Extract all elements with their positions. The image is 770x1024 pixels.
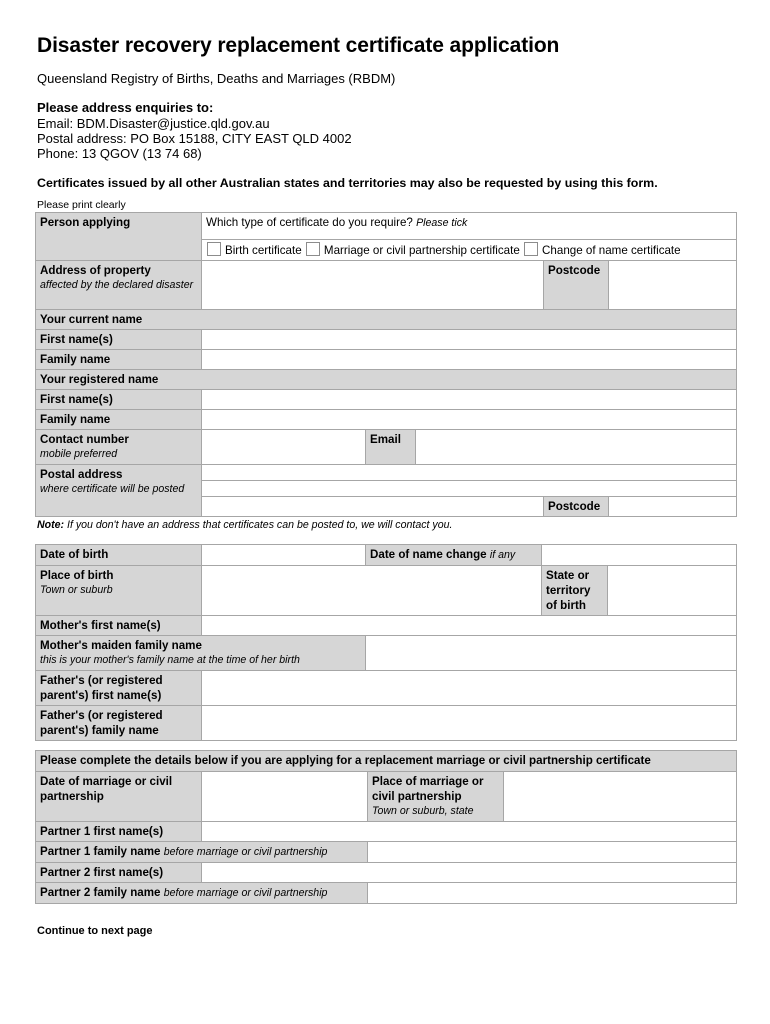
person-applying-label: Person applying	[36, 213, 202, 261]
p2-family-field[interactable]	[368, 883, 737, 904]
mother-first-label: Mother's first name(s)	[36, 616, 202, 636]
father-family-field[interactable]	[202, 706, 737, 741]
postal-address-line-1[interactable]	[202, 465, 737, 481]
mother-maiden-field[interactable]	[366, 636, 737, 671]
enquiries-postal: Postal address: PO Box 15188, CITY EAST QLD 4002	[37, 131, 352, 146]
registered-first-name-field[interactable]	[202, 390, 737, 410]
mother-maiden-label: Mother's maiden family name this is your mother's family name at the time of her birth	[36, 636, 366, 671]
postal-note	[37, 519, 452, 531]
note-text: If you don't have an address that certificates can be posted to, we will contact you.	[67, 519, 453, 531]
place-of-birth-label: Place of birth Town or suburb	[36, 566, 202, 616]
cert-question-text: Which type of certificate do you require?	[206, 216, 413, 229]
change-name-cert-label: Change of name certificate	[542, 244, 681, 257]
father-family-label: Father's (or registered parent's) family name	[36, 706, 202, 741]
dob-label: Date of birth	[36, 545, 202, 566]
enquiries-phone: Phone: 13 QGOV (13 74 68)	[37, 146, 202, 161]
place-of-birth-hint: Town or suburb	[40, 584, 113, 596]
page-title: Disaster recovery replacement certificate application	[37, 34, 560, 57]
place-marriage-field[interactable]	[504, 772, 737, 822]
birth-details-section	[35, 544, 737, 741]
address-property-field[interactable]	[202, 261, 544, 310]
postal-address-line-2[interactable]	[202, 481, 737, 497]
mother-first-field[interactable]	[202, 616, 737, 636]
email-label: Email	[366, 430, 416, 465]
p2-family-hint: before marriage or civil partnership	[163, 887, 328, 899]
marriage-cert-checkbox[interactable]	[306, 242, 320, 256]
current-first-name-field[interactable]	[202, 330, 737, 350]
p2-family-label: Partner 2 family name before marriage or civil partnership	[36, 883, 368, 904]
enquiries-heading: Please address enquiries to:	[37, 100, 214, 115]
marriage-section	[35, 750, 737, 904]
property-postcode-field[interactable]	[609, 261, 737, 310]
p1-first-field[interactable]	[202, 822, 737, 842]
state-of-birth-field[interactable]	[608, 566, 737, 616]
name-change-label: Date of name change if any	[366, 545, 542, 566]
postal-postcode-label: Postcode	[544, 497, 609, 517]
mother-maiden-hint: this is your mother's family name at the time of her birth	[40, 654, 300, 666]
notice: Certificates issued by all other Australian states and territories may also be requested by using this form.	[37, 176, 658, 190]
dob-field[interactable]	[202, 545, 366, 566]
email-field[interactable]	[416, 430, 737, 465]
postcode-label: Postcode	[544, 261, 609, 310]
continue-note: Continue to next page	[37, 925, 153, 937]
state-of-birth-label: State or territory of birth	[542, 566, 608, 616]
p1-family-field[interactable]	[368, 842, 737, 863]
father-first-label: Father's (or registered parent's) first name(s)	[36, 671, 202, 706]
contact-number-label: Contact number mobile preferred	[36, 430, 202, 465]
cert-type-options	[202, 240, 737, 261]
place-of-birth-field[interactable]	[202, 566, 542, 616]
note-label: Note:	[37, 519, 65, 531]
marriage-cert-label: Marriage or civil partnership certificate	[323, 244, 520, 257]
postal-address-label: Postal address where certificate will be posted	[36, 465, 202, 517]
registered-first-name-label: First name(s)	[36, 390, 202, 410]
cert-question-hint: Please tick	[416, 217, 468, 229]
postal-address-hint: where certificate will be posted	[40, 483, 185, 495]
change-name-cert-checkbox[interactable]	[524, 242, 538, 256]
current-family-name-field[interactable]	[202, 350, 737, 370]
marriage-section-heading: Please complete the details below if you are applying for a replacement marriage or civil partnership certificate	[36, 751, 737, 772]
p1-family-label: Partner 1 family name before marriage or civil partnership	[36, 842, 368, 863]
postal-postcode-field[interactable]	[609, 497, 737, 517]
enquiries-email: Email: BDM.Disaster@justice.qld.gov.au	[37, 116, 270, 131]
current-name-heading: Your current name	[36, 310, 737, 330]
contact-number-hint: mobile preferred	[40, 448, 118, 460]
address-property-hint: affected by the declared disaster	[40, 279, 194, 291]
name-change-hint: if any	[489, 549, 516, 561]
birth-cert-checkbox[interactable]	[207, 242, 221, 256]
applicant-section	[35, 212, 737, 517]
date-marriage-label: Date of marriage or civil partnership	[36, 772, 202, 822]
date-marriage-field[interactable]	[202, 772, 368, 822]
registered-family-name-field[interactable]	[202, 410, 737, 430]
contact-number-field[interactable]	[202, 430, 366, 465]
current-first-name-label: First name(s)	[36, 330, 202, 350]
name-change-field[interactable]	[542, 545, 737, 566]
p1-family-hint: before marriage or civil partnership	[163, 846, 328, 858]
registered-name-heading: Your registered name	[36, 370, 737, 390]
cert-type-question	[202, 213, 737, 240]
p1-first-label: Partner 1 first name(s)	[36, 822, 202, 842]
current-family-name-label: Family name	[36, 350, 202, 370]
registered-family-name-label: Family name	[36, 410, 202, 430]
p2-first-field[interactable]	[202, 863, 737, 883]
birth-cert-label: Birth certificate	[225, 244, 302, 257]
father-first-field[interactable]	[202, 671, 737, 706]
place-marriage-label: Place of marriage or civil partnership Town or suburb, state	[368, 772, 504, 822]
print-clearly-note: Please print clearly	[37, 199, 126, 211]
subtitle: Queensland Registry of Births, Deaths and Marriages (RBDM)	[37, 71, 396, 86]
p2-first-label: Partner 2 first name(s)	[36, 863, 202, 883]
place-marriage-hint: Town or suburb, state	[372, 805, 474, 817]
postal-address-line-3[interactable]	[202, 497, 544, 517]
address-property-label: Address of property affected by the declared disaster	[36, 261, 202, 310]
